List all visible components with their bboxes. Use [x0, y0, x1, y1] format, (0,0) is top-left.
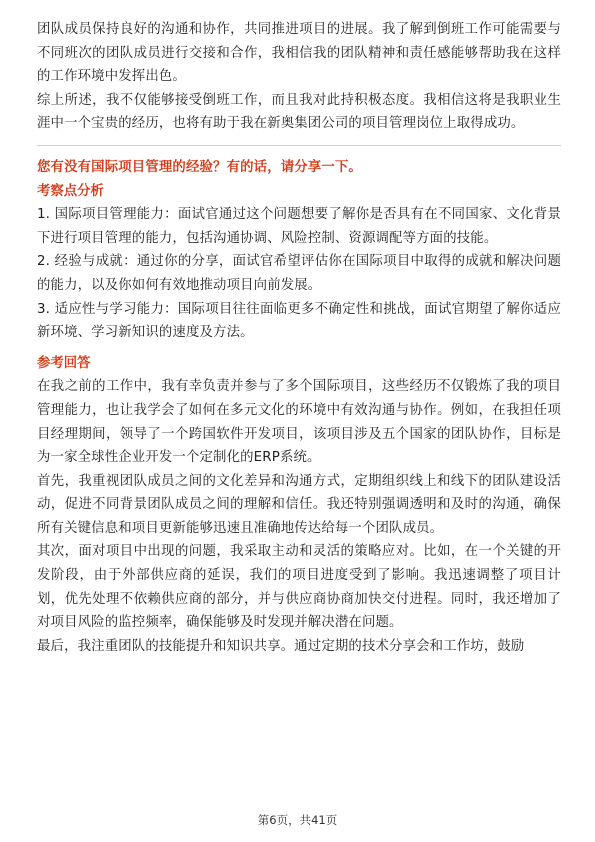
section-divider [37, 145, 561, 146]
answer-paragraph-3: 其次，面对项目中出现的问题，我采取主动和灵活的策略应对。比如，在一个关键的开发阶段，由于外部供应商的延误，我们的项目进度受到了影响。我迅速调整了项目计划，优先处理不依赖供应商的部分，并与供应商协商加快交付进程。同时，我还增加了对项目风险的监控频率，确保能够及时发现并解决潜在问题。 [37, 544, 561, 631]
page-number: 第6页，共41页 [257, 813, 338, 827]
analysis-heading: 考察点分析 [37, 183, 104, 199]
analysis-item-2: 2. 经验与成就：通过你的分享，面试官希望评估你在国际项目中取得的成就和解决问题的能力，以及你如何有效地推动项目向前发展。 [37, 254, 561, 293]
answer-heading: 参考回答 [37, 355, 91, 371]
answer-paragraph-4: 最后，我注重团队的技能提升和知识共享。通过定期的技术分享会和工作坊，鼓励 [37, 638, 525, 654]
answer-paragraph-1: 在我之前的工作中，我有幸负责并参与了多个国际项目，这些经历不仅锻炼了我的项目管理能力，也让我学会了如何在多元文化的环境中有效沟通与协作。例如，在我担任项目经理期间，领导了一个跨国软件开发项目，该项目涉及五个国家的团队协作，目标是为一家全球性企业开发一个定制化的ERP系统。 [37, 379, 561, 466]
intro-paragraph-1: 团队成员保持良好的沟通和协作，共同推进项目的进展。我了解到倒班工作可能需要与不同班次的团队成员进行交接和合作，我相信我的团队精神和责任感能够帮助我在这样的工作环境中发挥出色。 [37, 22, 561, 85]
analysis-item-1: 1. 国际项目管理能力：面试官通过这个问题想要了解你是否具有在不同国家、文化背景下进行项目管理的能力，包括沟通协调、风险控制、资源调配等方面的技能。 [37, 207, 561, 246]
question-title: 您有没有国际项目管理的经验？有的话，请分享一下。 [37, 159, 362, 175]
document-body [37, 18, 561, 658]
analysis-item-3: 3. 适应性与学习能力：国际项目往往面临更多不确定性和挑战，面试官期望了解你适应新环境、学习新知识的速度及方法。 [37, 301, 561, 341]
intro-paragraph-2: 综上所述，我不仅能够接受倒班工作，而且我对此持积极态度。我相信这将是我职业生涯中一个宝贵的经历，也将有助于我在新奥集团公司的项目管理岗位上取得成功。 [37, 92, 561, 132]
answer-paragraph-2: 首先，我重视团队成员之间的文化差异和沟通方式，定期组织线上和线下的团队建设活动，促进不同背景团队成员之间的理解和信任。我还特别强调透明和及时的沟通，确保所有关键信息和项目更新能够迅速且准确地传达给每一个团队成员。 [37, 473, 561, 536]
